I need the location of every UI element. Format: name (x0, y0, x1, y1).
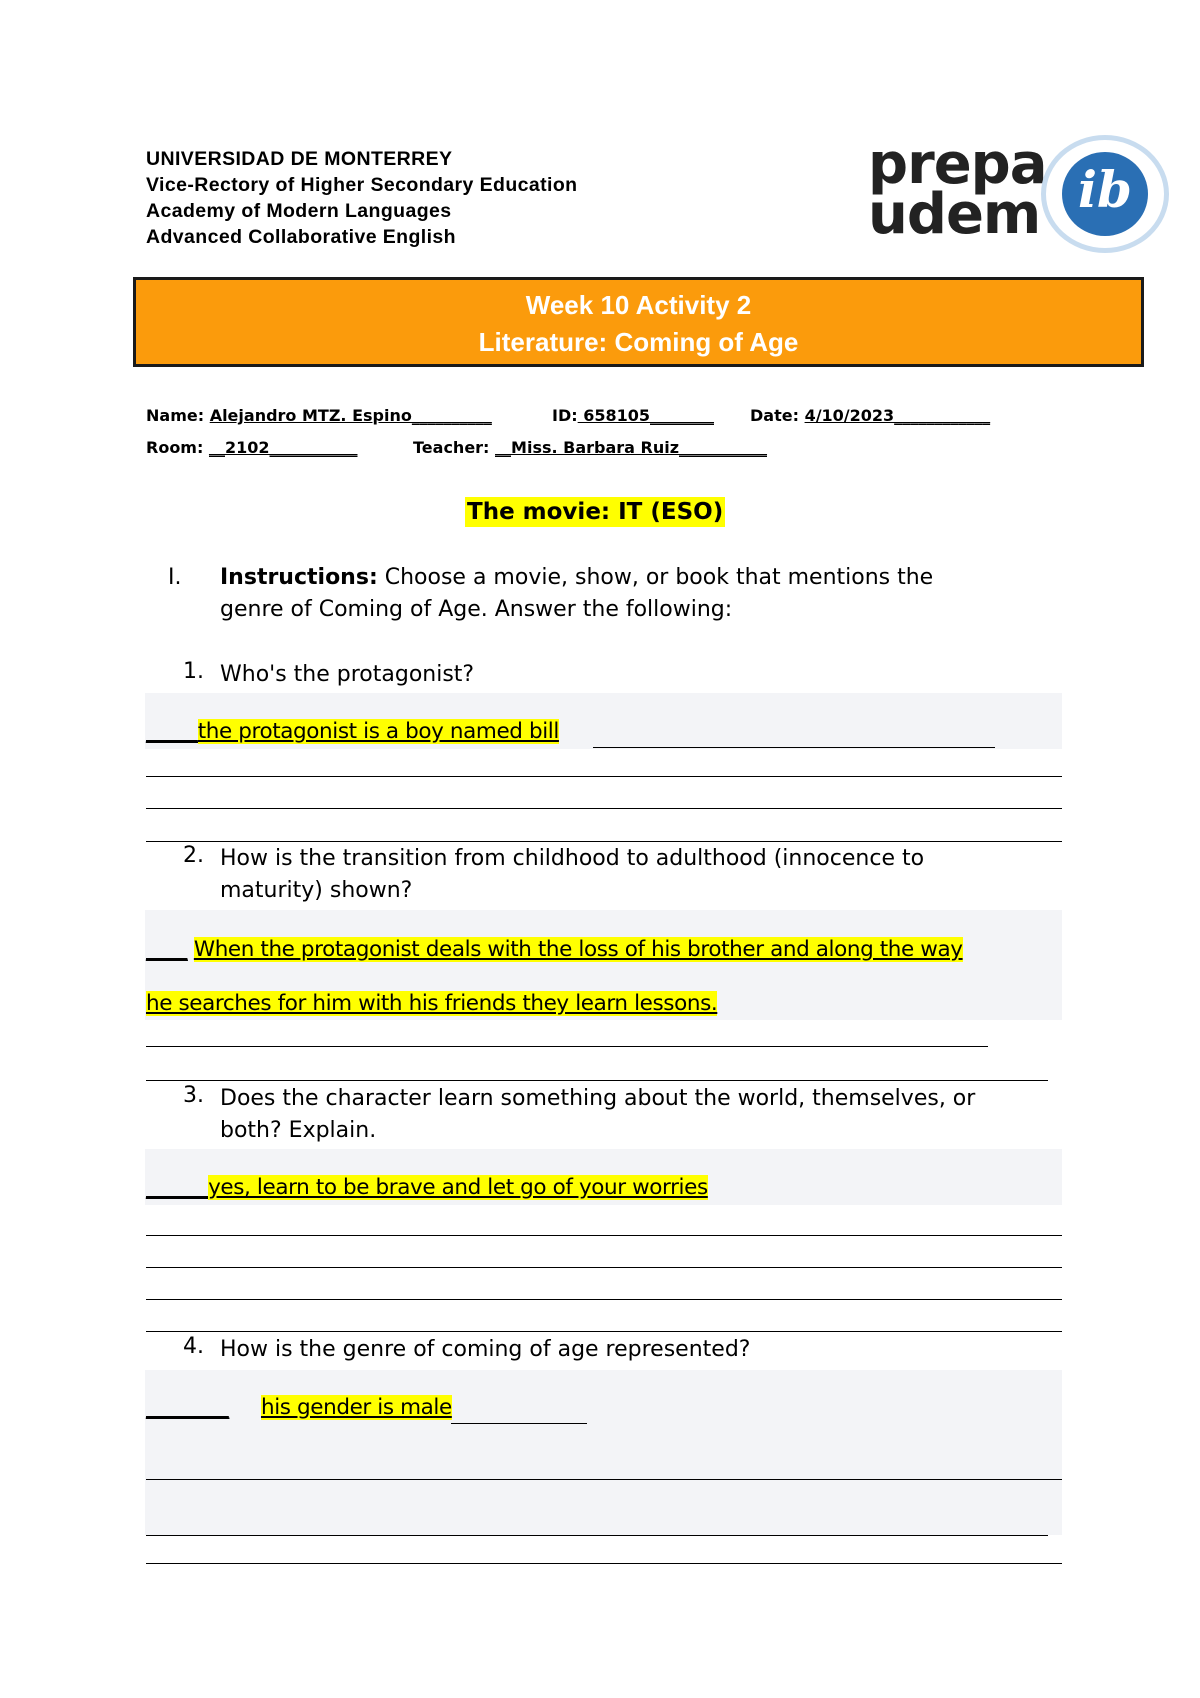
course-name: Advanced Collaborative English (146, 226, 456, 248)
answer-lead: ______ (146, 1175, 209, 1200)
answer-rule (146, 1046, 988, 1047)
date-value: 4/10/2023____________ (804, 406, 991, 425)
answer-rule (146, 1235, 1062, 1236)
university-name: UNIVERSIDAD DE MONTERREY (146, 148, 453, 170)
answer-rule (146, 1535, 1048, 1536)
instructions (220, 562, 1100, 626)
answer-text: yes, learn to be brave and let go of your worries (208, 1175, 708, 1200)
date-label: Date: (750, 406, 799, 425)
date-field (750, 406, 990, 425)
answer-rule (146, 1479, 1062, 1480)
id-label: ID: (552, 406, 578, 425)
teacher-label: Teacher: (413, 438, 490, 457)
teacher-value: __Miss. Barbara Ruiz___________ (495, 438, 768, 457)
answer-rule (146, 1331, 1062, 1332)
instructions-text: Choose a movie, show, or book that mentions the (377, 565, 934, 590)
ib-badge-text: ib (1078, 160, 1132, 219)
answer-line (146, 1394, 452, 1422)
activity-banner (133, 277, 1144, 367)
answer-lead: _____ (146, 719, 198, 744)
id-value: 658105________ (577, 406, 715, 425)
answer-rule (593, 747, 995, 748)
name-field (146, 406, 492, 425)
question-text (220, 843, 924, 907)
answer-rule (146, 1267, 1062, 1268)
id-field (552, 406, 714, 425)
room-value: __2102___________ (208, 438, 358, 457)
institution-header (146, 146, 577, 250)
logo-prepa: prepa (868, 132, 1047, 197)
question-text-line: both? Explain. (220, 1118, 377, 1143)
room-label: Room: (146, 438, 204, 457)
academy-name: Academy of Modern Languages (146, 200, 452, 222)
instructions-text-2: genre of Coming of Age. Answer the following: (220, 597, 733, 622)
question-number: 4. (183, 1334, 204, 1359)
question-text: How is the genre of coming of age represented? (220, 1337, 751, 1362)
answer-text: his gender is male (260, 1395, 452, 1420)
answer-rule (146, 841, 1062, 842)
question-number: 3. (183, 1083, 204, 1108)
answer-lead: ____ (146, 937, 188, 962)
banner-week: Week 10 Activity 2 (525, 290, 752, 320)
roman-numeral: I. (168, 565, 182, 590)
question-text: Who's the protagonist? (220, 662, 475, 687)
answer-lead: ________ (146, 1395, 229, 1420)
question-text-line: Does the character learn something about the world, themselves, or (220, 1086, 976, 1111)
answer-rule (146, 1080, 1048, 1081)
room-field (146, 438, 357, 457)
answer-rule (451, 1423, 587, 1424)
name-label: Name: (146, 406, 205, 425)
answer-rule (146, 808, 1062, 809)
answer-line (146, 936, 963, 964)
answer-text: the protagonist is a boy named bill (197, 719, 559, 744)
answer-text: he searches for him with his friends they learn lessons. (146, 991, 718, 1016)
banner-title: Literature: Coming of Age (478, 327, 799, 357)
answer-text: When the protagonist deals with the loss of his brother and along the way (193, 937, 963, 962)
answer-rule (146, 1299, 1062, 1300)
question-text-line: How is the transition from childhood to adulthood (innocence to (220, 846, 925, 871)
question-number: 1. (183, 659, 204, 684)
answer-rule (146, 776, 1062, 777)
movie-title: The movie: IT (ESO) (467, 499, 724, 525)
question-text (220, 1083, 975, 1147)
prepa-udem-logo (868, 132, 1047, 247)
answer-line (146, 718, 559, 746)
teacher-field (413, 438, 767, 457)
question-number: 2. (183, 843, 204, 868)
name-value: Alejandro MTZ. Espino__________ (209, 406, 492, 425)
logo-udem: udem (868, 182, 1041, 247)
answer-rule (146, 1563, 1062, 1564)
instructions-label: Instructions: (220, 565, 378, 590)
question-text-line: maturity) shown? (220, 878, 413, 903)
answer-line (146, 990, 717, 1018)
vice-rectory: Vice-Rectory of Higher Secondary Education (146, 174, 578, 196)
answer-line (146, 1174, 708, 1202)
